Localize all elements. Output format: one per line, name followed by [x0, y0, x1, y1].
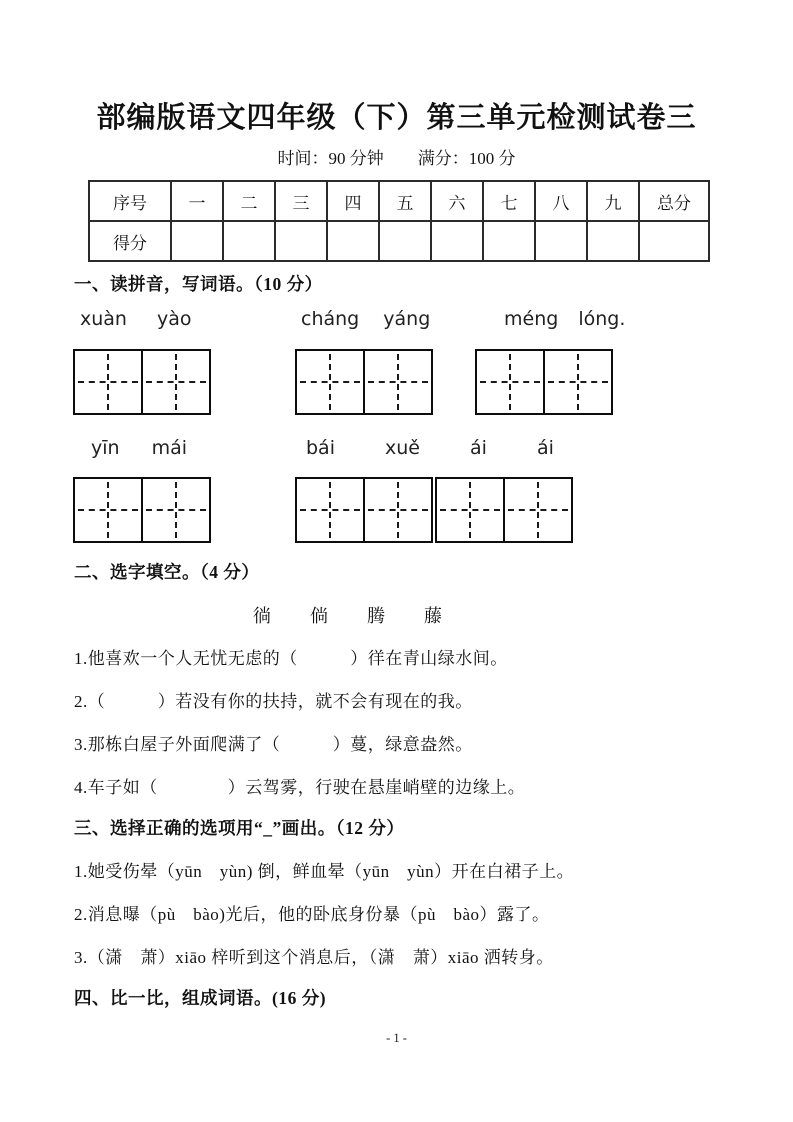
pinyin-label: cháng yáng: [301, 308, 431, 330]
question-line: 2.消息曝（pù bào)光后，他的卧底身份暴（pù bào）露了。: [74, 905, 550, 924]
writing-box-group: [73, 349, 211, 415]
score-cell: [171, 221, 223, 261]
question-line: 4.车子如（ ）云驾雾，行驶在悬崖峭壁的边缘上。: [74, 778, 526, 797]
question-line: 3.那栋白屋子外面爬满了（ ）蔓，绿意盎然。: [74, 735, 473, 754]
score-table-header-cell: 五: [379, 181, 431, 221]
question-line: 2.（ ）若没有你的扶持，就不会有现在的我。: [74, 692, 473, 711]
score-table-header-cell: 六: [431, 181, 483, 221]
score-table-header-cell: 八: [535, 181, 587, 221]
writing-box-group: [73, 477, 211, 543]
score-table-header-cell: 一: [171, 181, 223, 221]
writing-box: [295, 477, 365, 543]
writing-box: [73, 349, 143, 415]
writing-box: [363, 349, 433, 415]
score-row-label: 得分: [89, 221, 171, 261]
section4-heading: 四、比一比，组成词语。(16 分): [74, 988, 327, 1008]
writing-box-group: [435, 477, 573, 543]
writing-box: [295, 349, 365, 415]
writing-box-group: [295, 349, 433, 415]
score-table-header-cell: 二: [223, 181, 275, 221]
question-line: 3.（潇 萧）xiāo 梓听到这个消息后，（潇 萧）xiāo 洒转身。: [74, 948, 554, 967]
writing-box-group: [475, 349, 613, 415]
writing-box-group: [295, 477, 433, 543]
score-cell: [431, 221, 483, 261]
score-cell: [327, 221, 379, 261]
pinyin-label: yīn mái: [91, 437, 188, 459]
score-table-header-cell: 九: [587, 181, 639, 221]
page-title: 部编版语文四年级（下）第三单元检测试卷三: [96, 102, 697, 134]
pinyin-label: xuàn yào: [80, 308, 192, 330]
writing-box: [435, 477, 505, 543]
pinyin-label: méng lóng.: [504, 308, 626, 330]
score-cell: [379, 221, 431, 261]
score-table-header-row: [89, 181, 709, 221]
score-table-header-cell: 七: [483, 181, 535, 221]
page-number: - 1 -: [386, 1031, 407, 1045]
score-table: [88, 180, 710, 262]
score-table-header-cell: 总分: [639, 181, 709, 221]
score-cell: [223, 221, 275, 261]
writing-box: [363, 477, 433, 543]
writing-box: [73, 477, 143, 543]
writing-box: [141, 477, 211, 543]
question-line: 1.她受伤晕（yūn yùn) 倒，鲜血晕（yūn yùn）开在白裙子上。: [74, 862, 575, 881]
writing-box: [543, 349, 613, 415]
writing-box: [141, 349, 211, 415]
section1-heading: 一、读拼音，写词语。（10 分）: [74, 274, 323, 294]
score-table-header-cell: 序号: [89, 181, 171, 221]
score-cell: [483, 221, 535, 261]
score-table-header-cell: 四: [327, 181, 379, 221]
writing-box: [475, 349, 545, 415]
score-cell: [639, 221, 709, 261]
writing-box: [503, 477, 573, 543]
exam-meta: 时间：90 分钟 满分：100 分: [277, 149, 516, 168]
score-cell: [275, 221, 327, 261]
question-line: 1.他喜欢一个人无忧无虑的（ ）徉在青山绿水间。: [74, 649, 508, 668]
score-cell: [587, 221, 639, 261]
character-options: 徜 倘 腾 藤: [253, 606, 443, 626]
section3-heading: 三、选择正确的选项用“_”画出。（12 分）: [74, 818, 405, 838]
score-table-score-row: [89, 221, 709, 261]
section2-heading: 二、选字填空。（4 分）: [74, 562, 260, 582]
pinyin-label: bái xuě ái ái: [306, 437, 554, 459]
score-cell: [535, 221, 587, 261]
score-table-header-cell: 三: [275, 181, 327, 221]
